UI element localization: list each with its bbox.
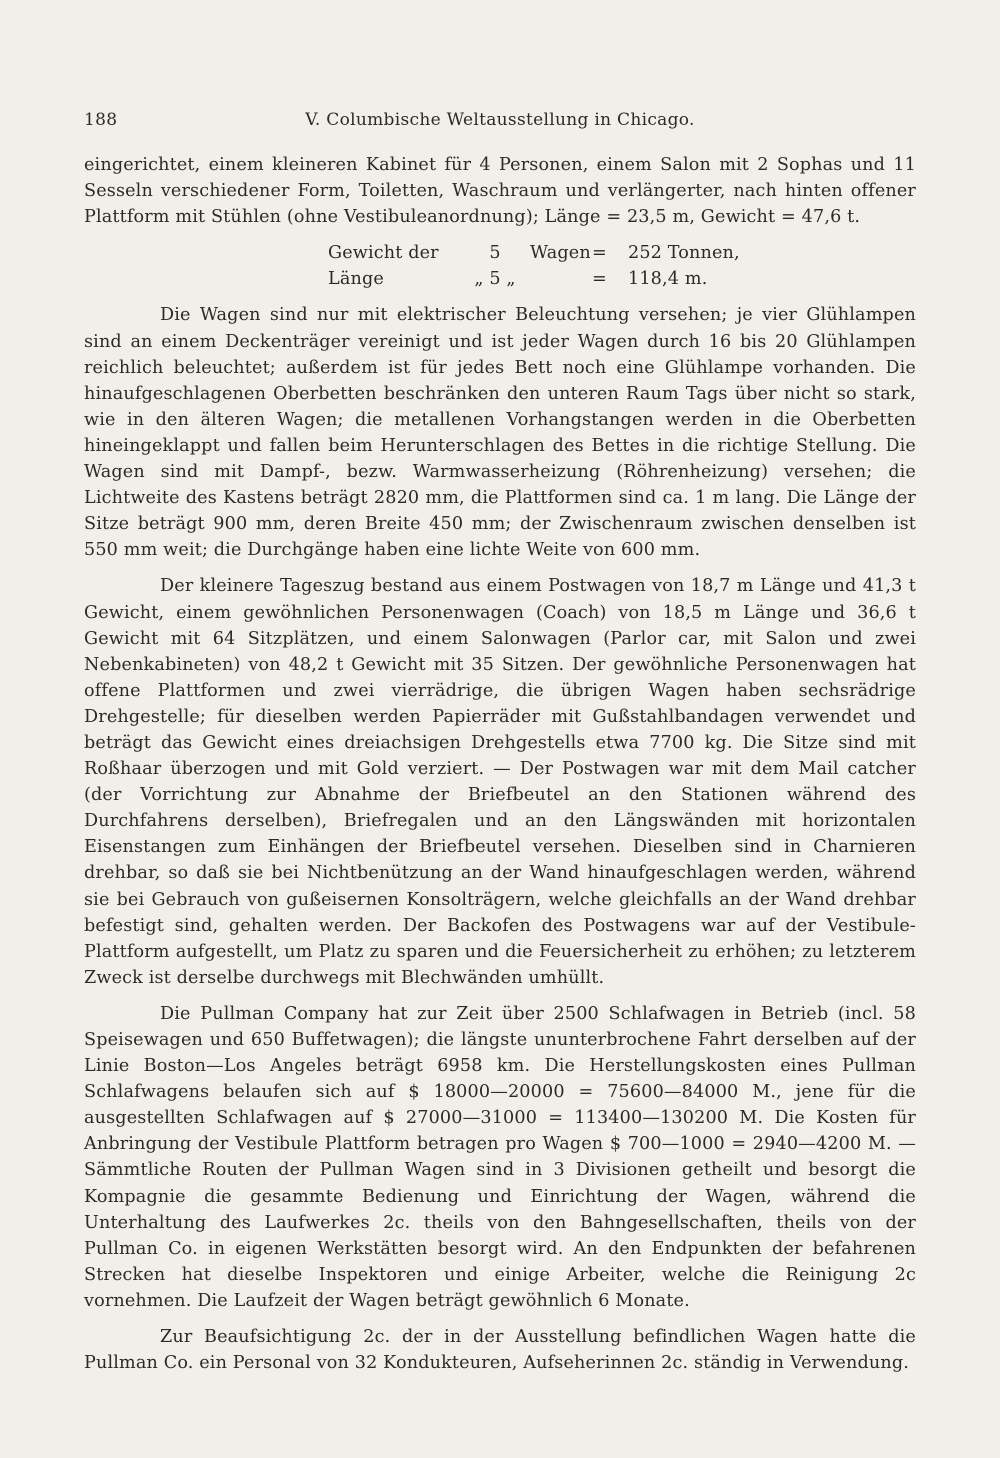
summary-count: „ 5 „: [474, 269, 516, 290]
weight-length-summary: [84, 240, 916, 292]
summary-equals: =: [592, 269, 607, 290]
summary-label: Länge: [328, 269, 384, 290]
summary-count: 5: [489, 243, 501, 264]
page-header: [84, 110, 916, 138]
summary-row-weight: [328, 240, 916, 266]
running-title: V. Columbische Weltausstellung in Chicago.: [305, 110, 695, 130]
paragraph-continued: eingerichtet, einem kleineren Kabinet für 4 Personen, einem Salon mit 2 Sophas und 11 Sesseln verschiedener Form, Toiletten, Waschraum und verlängerter, nach hinten offener Plattform mit Stühlen (ohne Vestibuleanordnung); Länge = 23,5 m, Gewicht = 47,6 t.: [84, 155, 916, 228]
summary-value: 118,4 m.: [628, 269, 708, 290]
page-body: [84, 152, 916, 1386]
summary-value: 252 Tonnen,: [628, 243, 740, 264]
summary-subject: [530, 266, 592, 292]
summary-label: Gewicht der: [328, 243, 439, 264]
page-number: 188: [84, 110, 118, 130]
summary-equals: =: [592, 243, 607, 264]
paragraph-supervision: Zur Beaufsichtigung 2c. der in der Ausstellung befindlichen Wagen hatte die Pullman Co. ein Personal von 32 Kondukteuren, Aufseherinnen 2c. ständig in Verwendung.: [84, 1327, 916, 1374]
paragraph-lighting-heating: Die Wagen sind nur mit elektrischer Beleuchtung versehen; je vier Glühlampen sind an einem Deckenträger vereinigt und ist jeder Wagen durch 16 bis 20 Glühlampen reichlich beleuchtet; außerdem ist für jedes Bett noch eine Glühlampe vorhanden. Die hinaufgeschlagenen Oberbetten beschränken den unteren Raum Tags über nicht so stark, wie in den älteren Wagen; die metallenen Vorhangstangen werden in die Oberbetten hineingeklappt und fallen beim Herunterschlagen des Bettes in die richtige Stellung. Die Wagen sind mit Dampf-, bezw. Warmwasserheizung (Röhrenheizung) versehen; die Lichtweite des Kastens beträgt 2820 mm, die Plattformen sind ca. 1 m lang. Die Länge der Sitze beträgt 900 mm, deren Breite 450 mm; der Zwischenraum zwischen denselben ist 550 mm weit; die Durchgänge haben eine lichte Weite von 600 mm.: [84, 305, 916, 561]
summary-subject: Wagen: [530, 243, 591, 264]
summary-row-length: [328, 266, 916, 292]
paragraph-day-train: Der kleinere Tageszug bestand aus einem Postwagen von 18,7 m Länge und 41,3 t Gewicht, einem gewöhnlichen Personenwagen (Coach) von 18,5 m Länge und 36,6 t Gewicht mit 64 Sitzplätzen, und einem Salonwagen (Parlor car, mit Salon und zwei Nebenkabineten) von 48,2 t Gewicht mit 35 Sitzen. Der gewöhnliche Personenwagen hat offene Plattformen und zwei vierrädrige, die übrigen Wagen haben sechsrädrige Drehgestelle; für dieselben werden Papierräder mit Gußstahlbandagen verwendet und beträgt das Gewicht eines dreiachsigen Drehgestells etwa 7700 kg. Die Sitze sind mit Roßhaar überzogen und mit Gold verziert. — Der Postwagen war mit dem Mail catcher (der Vorrichtung zur Abnahme der Briefbeutel an den Stationen während des Durchfahrens derselben), Briefregalen und an den Längswänden mit horizontalen Eisenstangen zum Einhängen der Briefbeutel versehen. Dieselben sind in Charnieren drehbar, so daß sie bei Nichtbenützung an der Wand hinaufgeschlagen werden, während sie bei Gebrauch von gußeisernen Konsolträgern, welche gleichfalls an der Wand drehbar befestigt sind, gehalten werden. Der Backofen des Postwagens war auf der Vestibule-Plattform aufgestellt, um Platz zu sparen und die Feuersicherheit zu erhöhen; zu letzterem Zweck ist derselbe durchwegs mit Blechwänden umhüllt.: [84, 576, 916, 988]
paragraph-pullman-company: Die Pullman Company hat zur Zeit über 2500 Schlafwagen in Betrieb (incl. 58 Speisewagen und 650 Buffetwagen); die längste ununterbrochene Fahrt derselben auf der Linie Boston—Los Angeles beträgt 6958 km. Die Herstellungskosten eines Pullman Schlafwagens belaufen sich auf $ 18000—20000 = 75600—84000 M., jene für die ausgestellten Schlafwagen auf $ 27000—31000 = 113400—130200 M. Die Kosten für Anbringung der Vestibule Plattform betragen pro Wagen $ 700—1000 = 2940—4200 M. — Sämmtliche Routen der Pullman Wagen sind in 3 Divisionen getheilt und besorgt die Kompagnie die gesammte Bedienung und Einrichtung der Wagen, während die Unterhaltung des Laufwerkes 2c. theils von den Bahngesellschaften, theils von der Pullman Co. in eigenen Werkstätten besorgt wird. An den Endpunkten der befahrenen Strecken hat dieselbe Inspektoren und einige Arbeiter, welche die Reinigung 2c vornehmen. Die Laufzeit der Wagen beträgt gewöhnlich 6 Monate.: [84, 1003, 916, 1311]
